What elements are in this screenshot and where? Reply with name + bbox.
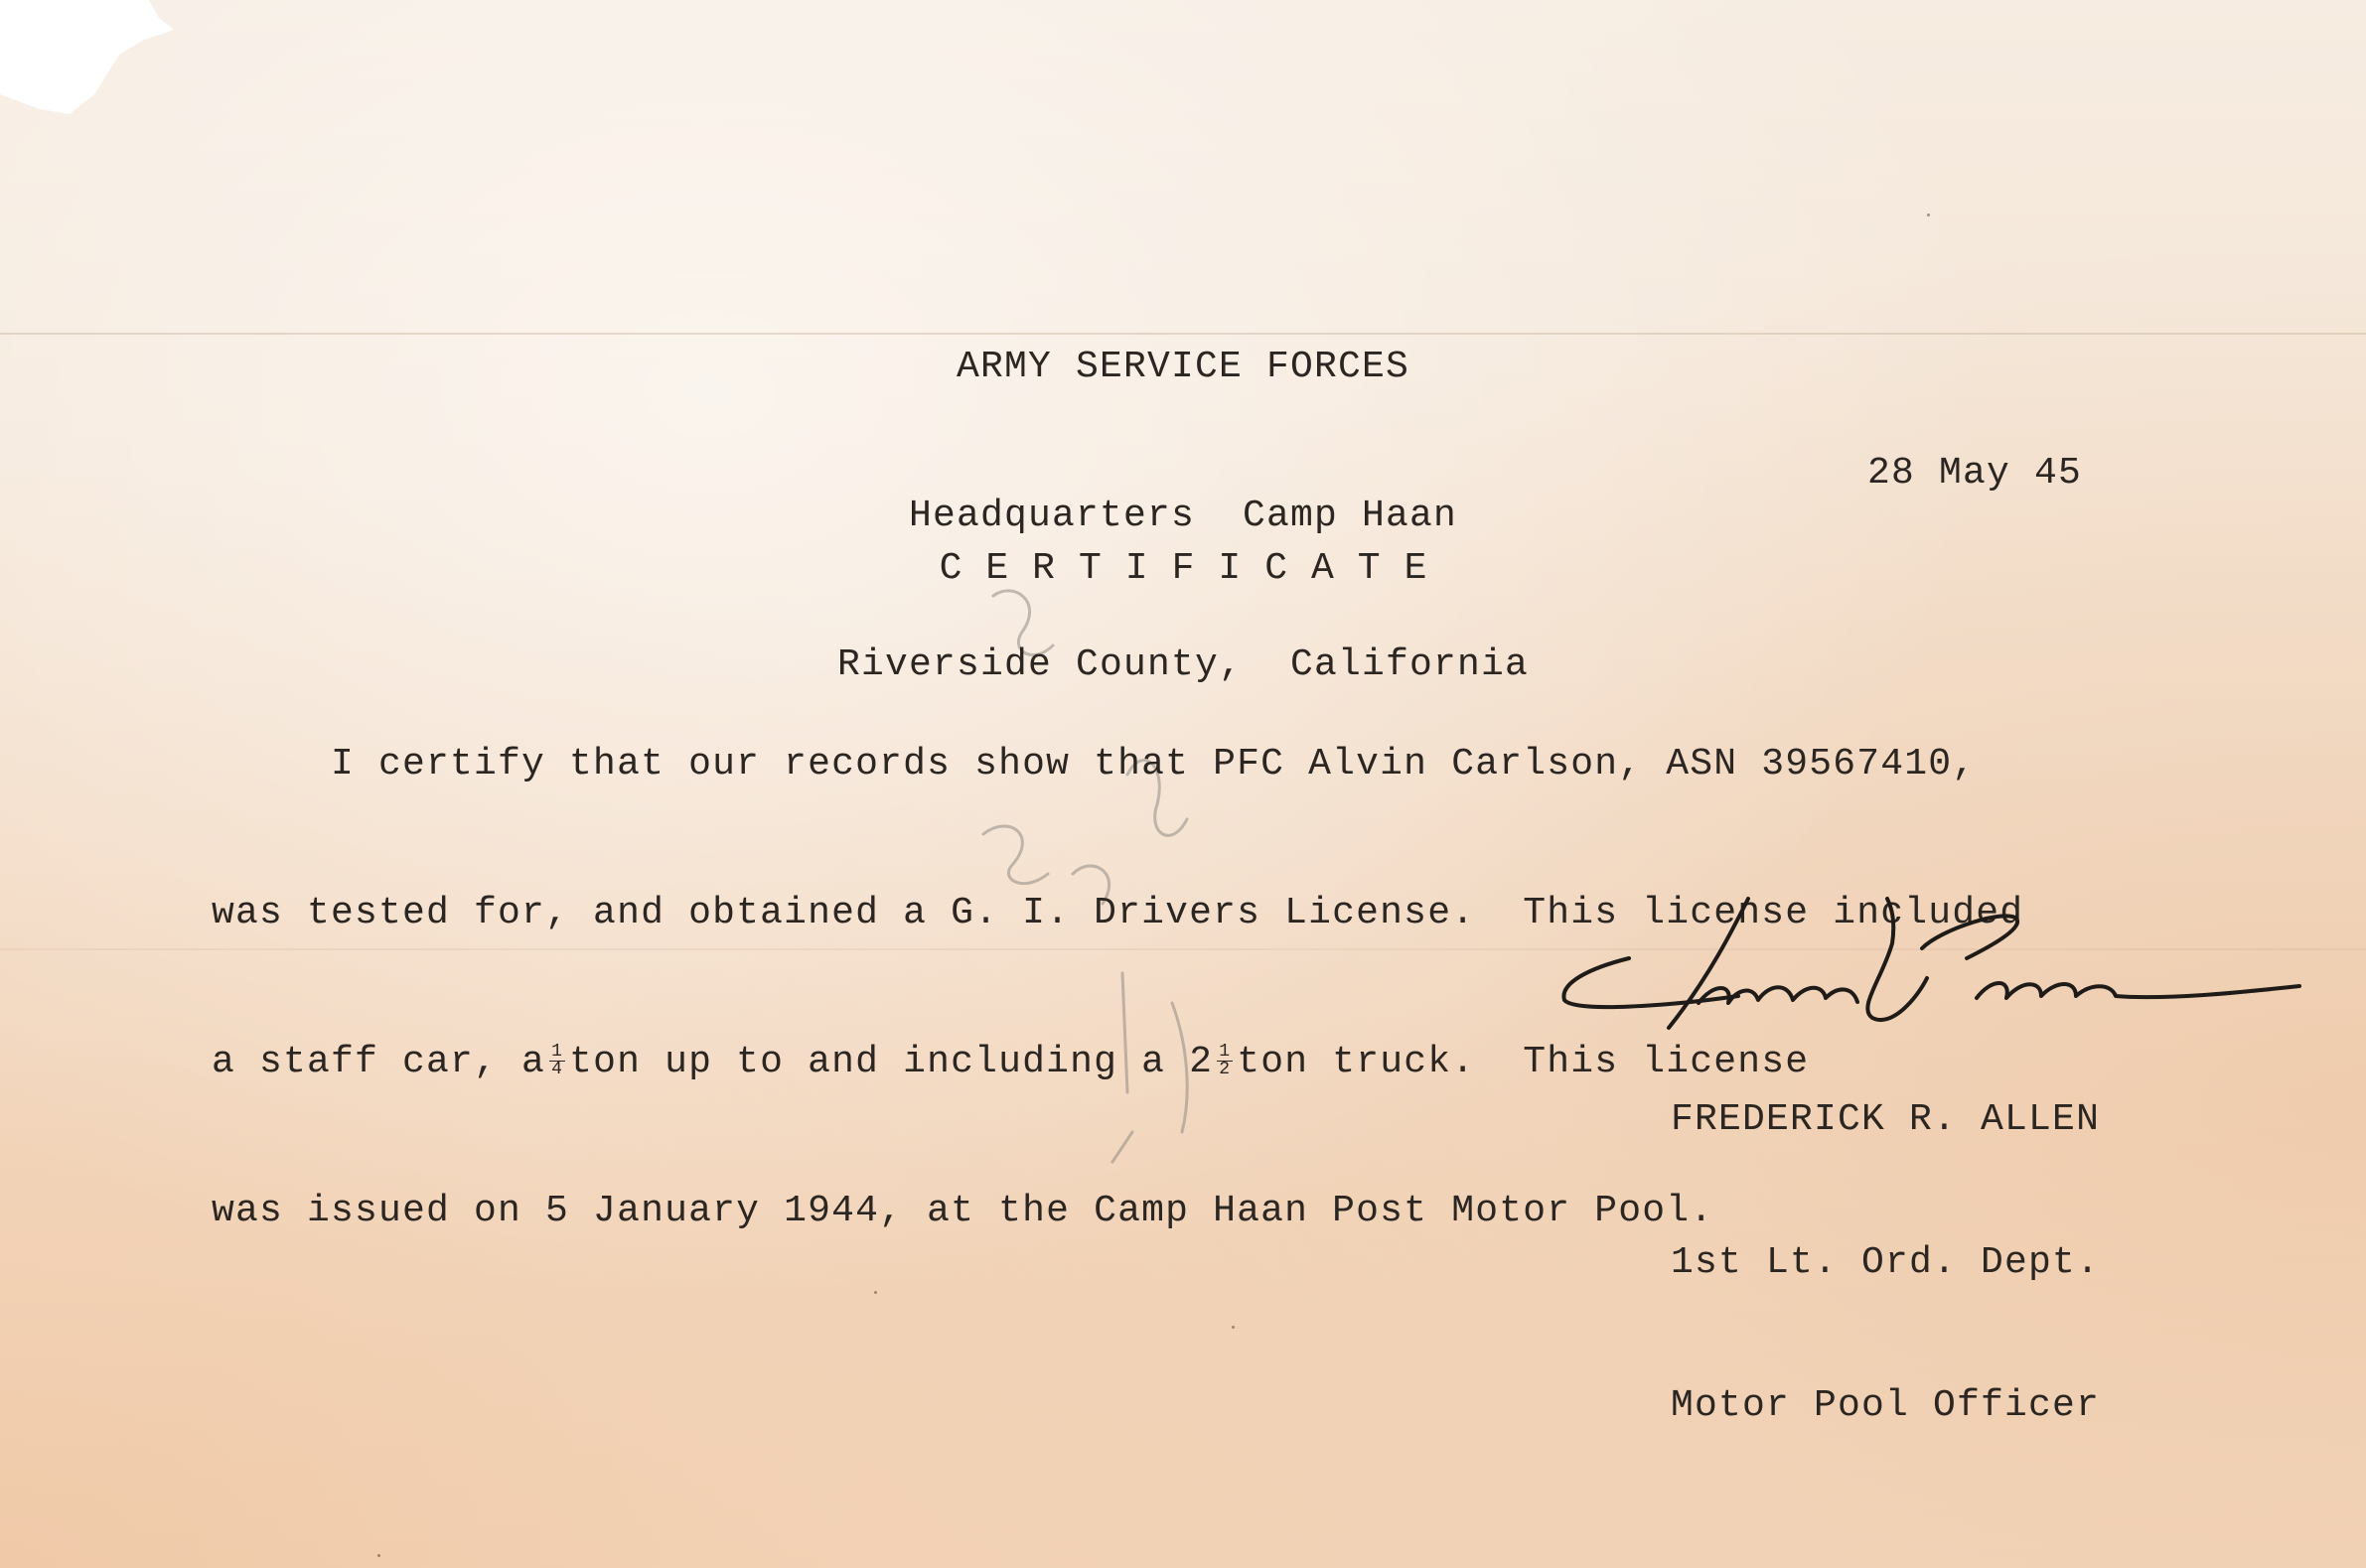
fraction-one-half: $\frac{1}{2}$ — [1219, 1042, 1232, 1080]
signatory-title: Motor Pool Officer — [1671, 1384, 2101, 1427]
paper-speck — [1232, 1326, 1235, 1329]
signatory-rank: 1st Lt. Ord. Dept. — [1671, 1241, 2101, 1284]
letterhead-location: Riverside County, California — [836, 643, 1530, 686]
paper-speck — [874, 1291, 877, 1294]
certificate-title: CERTIFICATE — [939, 547, 1451, 590]
signatory-name: FREDERICK R. ALLEN — [1671, 1098, 2101, 1141]
paper-speck — [377, 1554, 380, 1557]
body-line-4: was issued on 5 January 1944, at the Camp Haan Post Motor Pool. — [212, 1190, 1714, 1232]
body-line-1: I certify that our records show that PFC Alvin Carlson, ASN 39567410, — [212, 743, 1977, 785]
body-line-3-start: a staff car, a — [212, 1041, 546, 1083]
paper-speck — [1927, 214, 1930, 216]
letterhead-organization: ARMY SERVICE FORCES — [956, 346, 1410, 388]
torn-corner — [0, 0, 189, 124]
body-line-2: was tested for, and obtained a G. I. Drivers License. This license included — [212, 892, 2024, 934]
body-line-3-end: ton truck. This license — [1237, 1041, 1810, 1083]
body-line-3-middle: ton up to and including a 2 — [569, 1041, 1214, 1083]
signature-block — [1671, 1001, 2100, 1525]
fraction-one-quarter: $\frac{1}{4}$ — [551, 1042, 564, 1080]
letterhead-headquarters: Headquarters Camp Haan — [908, 495, 1458, 537]
document-date: 28 May 45 — [1867, 452, 2083, 495]
